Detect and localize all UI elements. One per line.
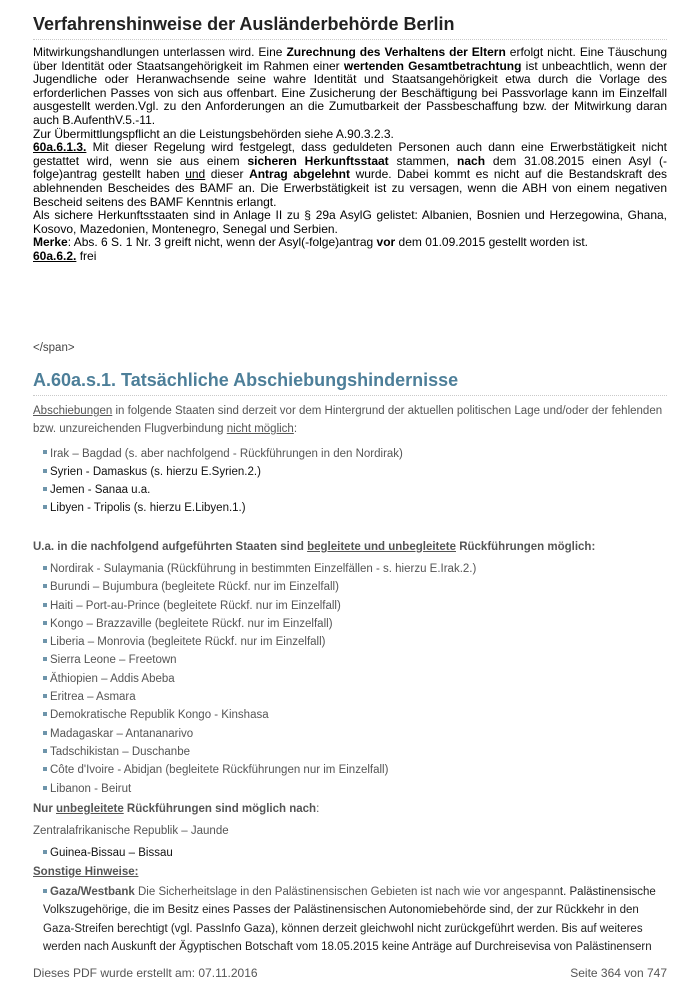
- list-item: Libanon - Beirut: [43, 780, 667, 798]
- list-item: Syrien - Damaskus (s. hierzu E.Syrien.2.): [43, 463, 667, 481]
- list-item: Äthiopien – Addis Abeba: [43, 670, 667, 688]
- bullet-icon: [43, 850, 47, 854]
- paragraph-herkunftsstaaten: Als sichere Herkunftsstaaten sind in Anlage II zu § 29a AsylG gelistet: Albanien, Bosnien und Herzegowina, Ghana, Kosovo, Mazedonien, Montenegro, Senegal und Serbien.: [33, 208, 667, 236]
- section-ref-link[interactable]: 60a.6.2.: [33, 248, 77, 263]
- list-item: Haiti – Port-au-Prince (begleitete Rückf. nur im Einzelfall): [43, 597, 667, 615]
- text: ist unbeachtlich, wenn der Jugendliche oder Heranwachsende seine wahre Identität und Staatsangehörigkeit etwa durch die Vorlage des erforderlichen Passes von sich aus offenbart. Eine Zusicherung der Beschäftigung bei Passvorlage kann im Einzelfall ausgestellt werden.Vgl. zu den Anforderungen an die Zumutbarkeit der Passbeschaffung bzw. der Mitwirkung daran auch B.AufenthV.5.-11.: [33, 58, 668, 127]
- bullet-icon: [43, 676, 47, 680]
- paragraph-mitwirkung: [33, 46, 667, 128]
- underlined-text: nicht möglich: [226, 423, 294, 435]
- list-item: Liberia – Monrovia (begleitete Rückf. nur im Einzelfall): [43, 633, 667, 651]
- bold-text: wertenden Gesamtbetrachtung: [343, 58, 522, 73]
- footer-page-number: Seite 364 von 747: [570, 966, 667, 980]
- paragraph-block: [33, 46, 667, 264]
- subheading-unaccompanied: Nur unbegleitete Rückführungen sind möglich nach:: [33, 802, 320, 815]
- list-item: Libyen - Tripolis (s. hierzu E.Libyen.1.): [43, 499, 667, 517]
- document-title: Verfahrenshinweise der Ausländerbehörde Berlin: [33, 0, 667, 40]
- list-unaccompanied: [33, 844, 667, 862]
- text: in folgende Staaten sind derzeit vor dem Hintergrund der aktuellen politischen Lage und/oder der fehlenden bzw. unzureichenden Flugverbindung: [33, 404, 663, 435]
- bullet-icon: [43, 505, 47, 509]
- bold-text: Gaza/Westbank: [50, 886, 135, 899]
- list-item: Nordirak - Sulaymania (Rückführung in bestimmten Einzelfällen - s. hierzu E.Irak.2.): [43, 560, 667, 578]
- page-content: [33, 0, 667, 956]
- underlined-text: und: [185, 167, 206, 182]
- bullet-icon: [43, 694, 47, 698]
- list-item: Burundi – Bujumbura (begleitete Rückf. nur im Einzelfall): [43, 578, 667, 596]
- paragraph-60a62: [33, 250, 667, 264]
- bullet-icon: [43, 584, 47, 588]
- bullet-icon: [43, 767, 47, 771]
- list-item: Madagaskar – Antananarivo: [43, 725, 667, 743]
- bullet-icon: [43, 889, 47, 893]
- list-item: Eritrea – Asmara: [43, 688, 667, 706]
- footer-created-date: Dieses PDF wurde erstellt am: 07.11.2016: [33, 966, 258, 980]
- bullet-icon: [43, 731, 47, 735]
- subheading-accompanied: U.a. in die nachfolgend aufgeführten Staaten sind begleitete und unbegleitete Rückführungen möglich:: [33, 540, 596, 553]
- page-footer: [33, 966, 667, 980]
- text: Mitwirkungshandlungen unterlassen wird. Eine: [33, 45, 287, 59]
- bullet-icon: [43, 749, 47, 753]
- section-ref-link[interactable]: 60a.6.1.3.: [33, 140, 87, 155]
- bold-text: Zurechnung des Verhaltens der Eltern: [286, 45, 506, 59]
- list-item: Jemen - Sanaa u.a.: [43, 481, 667, 499]
- list-item: Kongo – Brazzaville (begleitete Rückf. nur im Einzelfall): [43, 615, 667, 633]
- bold-text: Antrag abgelehnt: [249, 167, 350, 182]
- text: :: [293, 423, 298, 435]
- section-body: [33, 402, 667, 957]
- text: wurde. Dabei kommt es nicht auf die Bestandskraft des ablehnenden Bescheides des BAMF an. Die Erwerbstätigkeit ist zu versagen, wenn die ABH von einem negativen Bescheid seitens des BAMF Kenntnis erlangt.: [33, 167, 668, 209]
- bold-text: vor: [376, 235, 396, 250]
- bullet-icon: [43, 603, 47, 607]
- section-title: A.60a.s.1. Tatsächliche Abschiebungshindernisse: [33, 369, 667, 396]
- text: dem 31.08.2015 einen Asyl (-folge)antrag gestellt haben: [33, 153, 668, 182]
- bullet-icon: [43, 469, 47, 473]
- section-intro: [33, 402, 667, 439]
- underlined-text: unbegleitete: [56, 802, 124, 815]
- text: stammen,: [388, 153, 458, 168]
- list-item: Tadschikistan – Duschanbe: [43, 743, 667, 761]
- underlined-text: begleitete und unbegleitete: [307, 540, 456, 553]
- bullet-icon: [43, 786, 47, 790]
- paragraph-uebermittlung: Zur Übermittlungspflicht an die Leistungsbehörden siehe A.90.3.2.3.: [33, 126, 394, 141]
- text: Mit dieser Regelung wird festgelegt, dass geduldeten Personen auch dann eine Erwerbstätigkeit nicht gestattet wird, wenn sie aus einem: [33, 140, 667, 168]
- subheading-other-notes: Sonstige Hinweise:: [33, 865, 139, 878]
- plain-line-car: Zentralafrikanische Republik – Jaunde: [33, 825, 229, 838]
- bold-text: Merke: [33, 235, 68, 250]
- text: dieser: [205, 167, 250, 182]
- bold-text: sicheren Herkunftsstaat: [247, 153, 389, 168]
- list-item: Côte d'Ivoire - Abidjan (begleitete Rückführungen nur im Einzelfall): [43, 761, 667, 779]
- paragraph-merke: [33, 236, 667, 250]
- bullet-icon: [43, 487, 47, 491]
- list-item: Guinea-Bissau – Bissau: [43, 844, 667, 862]
- stray-markup-text: </span>: [33, 341, 75, 354]
- list-item: Irak – Bagdad (s. aber nachfolgend - Rückführungen in den Nordirak): [43, 445, 667, 463]
- list-item: Demokratische Republik Kongo - Kinshasa: [43, 706, 667, 724]
- bold-text: nach: [457, 153, 486, 168]
- bullet-icon: [43, 657, 47, 661]
- underlined-text: Abschiebungen: [33, 404, 113, 417]
- text: frei: [76, 248, 97, 263]
- bullet-icon: [43, 712, 47, 716]
- text: erfolgt nicht. Eine Täuschung über Identität oder Staatsangehörigkeit im Rahmen einer: [33, 45, 667, 73]
- list-item: Sierra Leone – Freetown: [43, 651, 667, 669]
- gaza-note: Gaza/Westbank Die Sicherheitslage in den Palästinensischen Gebieten ist nach wie vor angespannt. Palästinensische Volkszugehörige, die im Besitz eines Passes der Palästinensischen Autonomiebehörde sind, der zur Rückkehr in den Gaza-Streifen berechtigt (vgl. PassInfo Gaza), können derzeit gleichwohl nicht zurückgeführt werden. Bis auf weiteres werden nach Auskunft der Ägyptischen Botschaft vom 18.05.2015 keine Anträge auf Durchreisevisa von Palästinensern: [43, 886, 656, 953]
- bullet-icon: [43, 639, 47, 643]
- bullet-icon: [43, 621, 47, 625]
- text: dem 01.09.2015 gestellt worden ist.: [395, 235, 588, 250]
- list-possible: [33, 560, 667, 798]
- bullet-icon: [43, 566, 47, 570]
- text: : Abs. 6 S. 1 Nr. 3 greift nicht, wenn der Asyl(-folge)antrag: [67, 235, 377, 250]
- paragraph-60a613: [33, 141, 667, 209]
- bullet-icon: [43, 450, 47, 454]
- list-not-possible: [33, 445, 667, 518]
